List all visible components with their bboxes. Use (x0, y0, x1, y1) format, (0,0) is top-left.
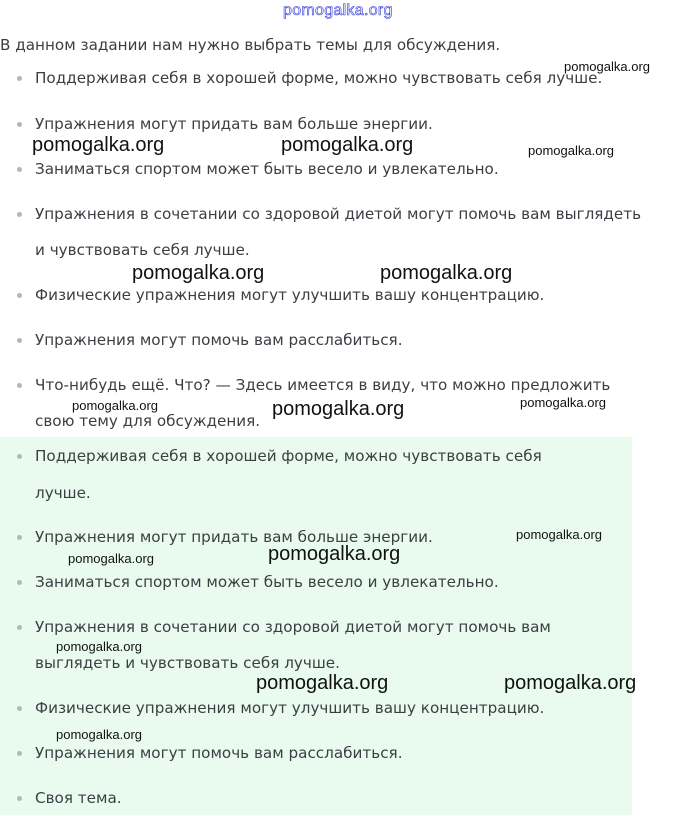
bullet-icon (17, 751, 22, 756)
site-link[interactable]: pomogalka.org (283, 2, 393, 19)
watermark: pomogalka.org (281, 134, 414, 156)
watermark: pomogalka.org (520, 395, 606, 410)
bullet-icon (17, 706, 22, 711)
watermark: pomogalka.org (132, 262, 265, 284)
list-item-text: Упражнения в сочетании со здоровой диетой могут помочь вам (35, 618, 551, 636)
bullet-icon (17, 293, 22, 298)
bullet-icon (17, 454, 22, 459)
watermark: pomogalka.org (272, 398, 405, 420)
list-item-text: Упражнения могут придать вам больше энергии. (35, 115, 433, 133)
watermark: pomogalka.org (516, 527, 602, 542)
list-item-text: Упражнения могут придать вам больше энергии. (35, 528, 433, 546)
list-item-text: Своя тема. (35, 789, 122, 807)
bullet-icon (17, 580, 22, 585)
list-item-text: Физические упражнения могут улучшить вашу концентрацию. (35, 699, 545, 717)
bullet-icon (17, 625, 22, 630)
bullet-icon (17, 122, 22, 127)
watermark: pomogalka.org (32, 134, 165, 156)
list-item-text: Упражнения могут помочь вам расслабиться. (35, 331, 403, 349)
bullet-icon (17, 76, 22, 81)
list-item-text: Заниматься спортом может быть весело и увлекательно. (35, 160, 499, 178)
watermark: pomogalka.org (256, 672, 389, 694)
bullet-icon (17, 338, 22, 343)
list-item-text: Упражнения могут помочь вам расслабиться. (35, 744, 403, 762)
watermark: pomogalka.org (56, 727, 142, 742)
bullet-icon (17, 535, 22, 540)
watermark: pomogalka.org (68, 551, 154, 566)
intro-paragraph: В данном задании нам нужно выбрать темы для обсуждения. (0, 36, 501, 54)
watermark: pomogalka.org (528, 143, 614, 158)
watermark: pomogalka.org (564, 59, 650, 74)
list-item-text: Поддерживая себя в хорошей форме, можно чувствовать себя (35, 447, 542, 465)
bullet-icon (17, 796, 22, 801)
bullet-icon (17, 383, 22, 388)
watermark: pomogalka.org (56, 639, 142, 654)
watermark: pomogalka.org (72, 398, 158, 413)
list-item-text: Упражнения в сочетании со здоровой диетой могут помочь вам выглядеть (35, 205, 642, 223)
list-item-text: Физические упражнения могут улучшить вашу концентрацию. (35, 286, 545, 304)
watermark: pomogalka.org (504, 672, 637, 694)
list-item-text: Что-нибудь ещё. Что? — Здесь имеется в виду, что можно предложить (35, 376, 611, 394)
bullet-icon (17, 167, 22, 172)
list-item-text: выглядеть и чувствовать себя лучше. (35, 654, 340, 672)
watermark: pomogalka.org (268, 543, 401, 565)
list-item-text: и чувствовать себя лучше. (35, 241, 250, 259)
list-item-text: лучше. (35, 484, 91, 502)
watermark: pomogalka.org (380, 262, 513, 284)
list-item-text: свою тему для обсуждения. (35, 412, 261, 430)
list-item-text: Поддерживая себя в хорошей форме, можно чувствовать себя лучше. (35, 69, 603, 87)
bullet-icon (17, 212, 22, 217)
list-item-text: Заниматься спортом может быть весело и увлекательно. (35, 573, 499, 591)
